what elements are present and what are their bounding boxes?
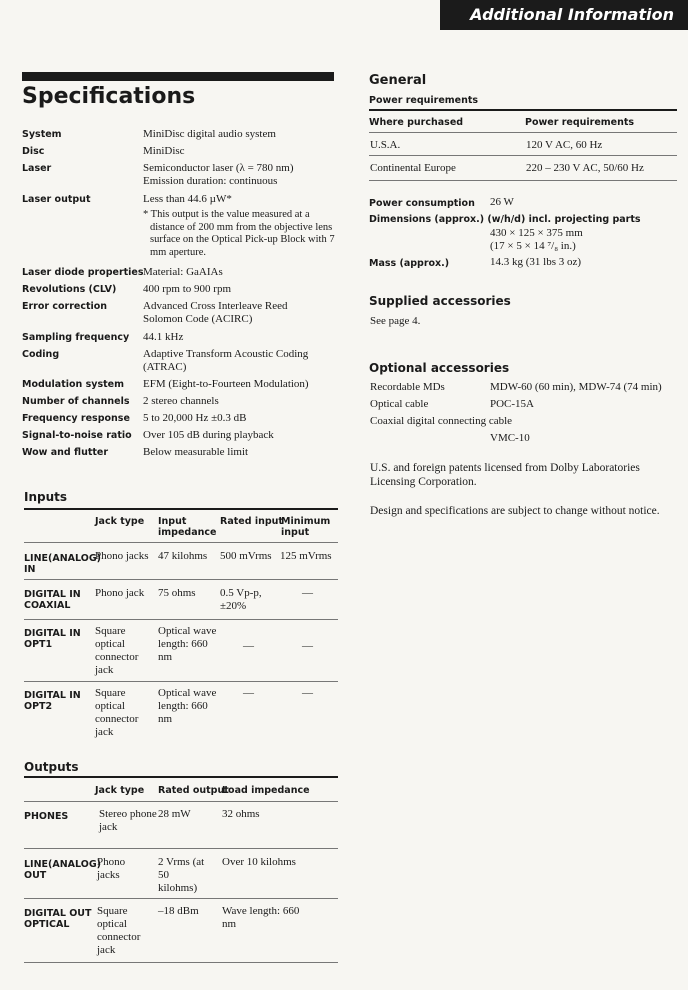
output-rated: 28 mW: [158, 808, 191, 820]
optional-accessories-heading: Optional accessories: [369, 361, 510, 375]
spec-label: Laser output: [22, 194, 91, 205]
inputs-col-jack: Jack type: [95, 516, 145, 527]
power-consumption-label: Power consumption: [369, 198, 475, 209]
input-rated: —: [243, 640, 254, 652]
spec-label: Sampling frequency: [22, 332, 130, 343]
spec-value: 5 to 20,000 Hz ±0.3 dB: [143, 412, 247, 424]
input-minimum: —: [302, 587, 313, 599]
input-impedance: 75 ohms: [158, 587, 196, 599]
row-rule: [24, 619, 338, 620]
laser-footnote: * This output is the value measured at a distance of 200 mm from the objective lens surface on the Optical Pick-up Block with 7 mm aperture.: [143, 209, 335, 258]
title-bar: [22, 72, 334, 81]
design-notice: Design and specifications are subject to change without notice.: [370, 505, 660, 517]
inputs-header-rule: [24, 542, 338, 543]
output-jack: Stereo phone jack: [99, 808, 157, 833]
spec-value: Semiconductor laser (λ = 780 nm): [143, 162, 294, 174]
spec-value: 400 rpm to 900 rpm: [143, 283, 231, 295]
outputs-header-rule: [24, 801, 338, 802]
spec-label: Modulation system: [22, 379, 124, 390]
output-name: PHONES: [24, 811, 69, 822]
spec-value: Below measurable limit: [143, 446, 249, 458]
optional-value: POC-15A: [490, 398, 535, 410]
spec-value: MiniDisc: [143, 145, 185, 157]
patents-notice: U.S. and foreign patents licensed from Dolby Laboratories Licensing Corporation.: [370, 462, 640, 488]
power-value: 120 V AC, 60 Hz: [526, 139, 603, 151]
input-name: LINE(ANALOG) IN: [24, 553, 101, 575]
col-power-requirements: Power requirements: [525, 117, 635, 128]
spec-label: System: [22, 129, 62, 140]
spec-label: Number of channels: [22, 396, 130, 407]
row-rule: [24, 848, 338, 849]
spec-label: Error correction: [22, 301, 108, 312]
outputs-top-rule: [24, 776, 338, 778]
optional-label: Coaxial digital connecting cable: [370, 415, 513, 427]
outputs-col-load: Load impedance: [222, 785, 310, 796]
dimensions-value-metric: 430 × 125 × 375 mm: [490, 227, 583, 239]
input-impedance: Optical wave length: 660 nm: [158, 625, 217, 663]
spec-label: Signal-to-noise ratio: [22, 430, 132, 441]
output-name: DIGITAL OUT OPTICAL: [24, 908, 92, 930]
power-where: U.S.A.: [370, 139, 401, 151]
col-where-purchased: Where purchased: [369, 117, 464, 128]
input-rated: —: [243, 687, 254, 699]
input-jack: Square optical connector jack: [95, 687, 139, 738]
optional-label: Recordable MDs: [370, 381, 445, 393]
input-minimum: —: [302, 687, 313, 699]
power-where: Continental Europe: [370, 162, 456, 174]
outputs-heading: Outputs: [24, 760, 79, 774]
output-jack: Phono jacks: [97, 856, 126, 881]
input-jack: Square optical connector jack: [95, 625, 139, 676]
spec-label: Coding: [22, 349, 60, 360]
supplied-accessories-heading: Supplied accessories: [369, 294, 511, 308]
power-consumption-value: 26 W: [490, 196, 514, 208]
section-banner: Additional Information: [440, 0, 688, 30]
dimensions-value-imperial: (17 × 5 × 14 ⁷/₈ in.): [490, 240, 576, 252]
input-rated: 500 mVrms: [220, 550, 272, 562]
inputs-col-rated: Rated input: [220, 516, 283, 527]
spec-value: Over 105 dB during playback: [143, 429, 274, 441]
inputs-top-rule: [24, 508, 338, 510]
inputs-col-impedance: Input impedance: [158, 516, 217, 538]
spec-value: Material: GaAIAs: [143, 266, 223, 278]
spec-value: Advanced Cross Interleave Reed Solomon Code (ACIRC): [143, 300, 288, 325]
spec-label: Wow and flutter: [22, 447, 109, 458]
spec-label: Laser diode properties: [22, 267, 144, 278]
outputs-bottom-rule: [24, 962, 338, 963]
inputs-col-minimum: Minimum input: [281, 516, 331, 538]
input-impedance: Optical wave length: 660 nm: [158, 687, 217, 725]
row-rule: [24, 898, 338, 899]
optional-value: MDW-60 (60 min), MDW-74 (74 min): [490, 381, 662, 393]
input-impedance: 47 kilohms: [158, 550, 208, 562]
spec-value: 2 stereo channels: [143, 395, 219, 407]
input-name: DIGITAL IN OPT2: [24, 690, 81, 712]
specifications-title: Specifications: [22, 84, 196, 109]
input-jack: Phono jacks: [95, 550, 149, 562]
mass-label: Mass (approx.): [369, 258, 450, 269]
spec-value: MiniDisc digital audio system: [143, 128, 276, 140]
outputs-col-jack: Jack type: [95, 785, 145, 796]
spec-label: Revolutions (CLV): [22, 284, 117, 295]
dimensions-label: Dimensions (approx.) (w/h/d) incl. projecting parts: [369, 214, 641, 225]
mass-value: 14.3 kg (31 lbs 3 oz): [490, 256, 582, 268]
input-minimum: 125 mVrms: [280, 550, 332, 562]
input-name: DIGITAL IN OPT1: [24, 628, 81, 650]
power-value: 220 – 230 V AC, 50/60 Hz: [526, 162, 644, 174]
power-header-rule: [369, 132, 677, 133]
spec-value: Adaptive Transform Acoustic Coding (ATRAC): [143, 348, 309, 373]
spec-value: EFM (Eight-to-Fourteen Modulation): [143, 378, 309, 390]
spec-label: Frequency response: [22, 413, 130, 424]
spec-label: Laser: [22, 163, 52, 174]
input-minimum: —: [302, 640, 313, 652]
output-load: Wave length: 660 nm: [222, 905, 300, 930]
inputs-heading: Inputs: [24, 490, 68, 504]
general-heading: General: [369, 73, 427, 88]
supplied-accessories-text: See page 4.: [370, 315, 421, 327]
output-rated: 2 Vrms (at 50 kilohms): [158, 856, 205, 894]
spec-value-2: Emission duration: continuous: [143, 175, 278, 187]
spec-value: 44.1 kHz: [143, 331, 184, 343]
optional-label: Optical cable: [370, 398, 429, 410]
input-name: DIGITAL IN COAXIAL: [24, 589, 81, 611]
output-rated: –18 dBm: [158, 905, 199, 917]
power-req-title: Power requirements: [369, 95, 479, 106]
row-rule: [369, 155, 677, 156]
output-name: LINE(ANALOG) OUT: [24, 859, 101, 881]
outputs-col-rated: Rated output: [158, 785, 229, 796]
input-jack: Phono jack: [95, 587, 145, 599]
optional-value: VMC-10: [490, 432, 530, 444]
spec-value: Less than 44.6 µW*: [143, 193, 232, 205]
row-rule: [24, 579, 338, 580]
power-bottom-rule: [369, 180, 677, 181]
output-jack: Square optical connector jack: [97, 905, 141, 956]
output-load: Over 10 kilohms: [222, 856, 296, 868]
output-load: 32 ohms: [222, 808, 260, 820]
power-table-top-rule: [369, 109, 677, 111]
row-rule: [24, 681, 338, 682]
input-rated: 0.5 Vp-p, ±20%: [220, 587, 262, 612]
spec-label: Disc: [22, 146, 45, 157]
